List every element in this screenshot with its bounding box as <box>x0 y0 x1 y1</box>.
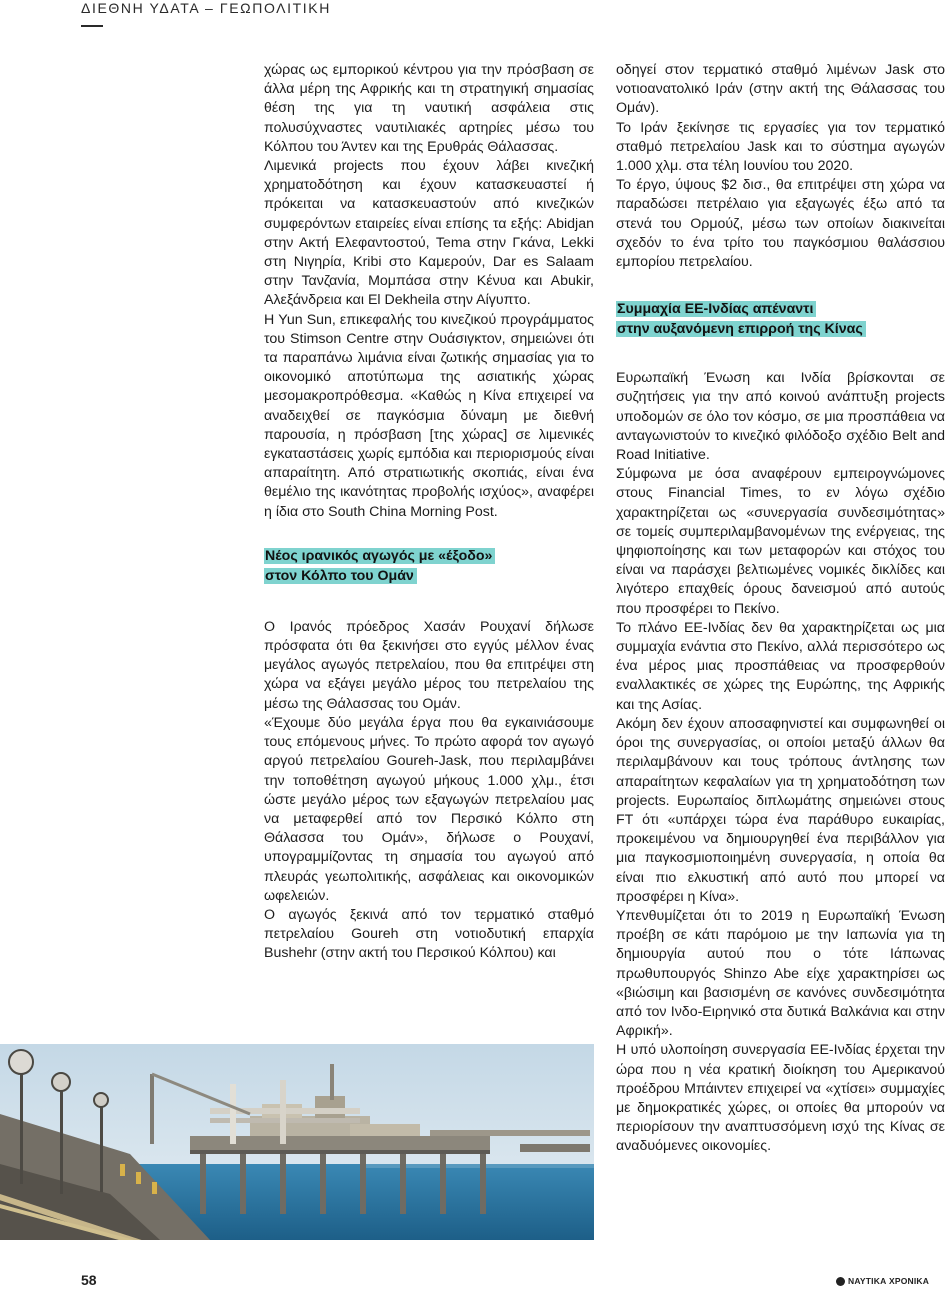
oil-terminal-illustration <box>0 1044 594 1240</box>
paragraph: Ακόμη δεν έχουν αποσαφηνιστεί και συμφωνηθεί οι όροι της συνεργασίας, οι οποίοι μεταξύ άλλων θα περιλαμβάνουν και τους τρόπους άντλησης των απαραίτητων κεφαλαίων για τη χρηματοδότηση των projects. Ευρωπαίος διπλωμάτης σημειώνει στους FT ότι «υπάρχει τώρα ένα παράθυρο ευκαιρίας, προκειμένου να δημιουργηθεί ένα περιβάλλον για μια παγκοσμιοποιημένη συνεργασία, η οποία θα είναι πιο ελκυστική από αυτό που μπορεί να προσφέρει η Κίνα». <box>616 715 945 905</box>
subheading-line: στον Κόλπο του Ομάν <box>264 568 417 584</box>
paragraph: Η υπό υλοποίηση συνεργασία ΕΕ-Ινδίας έρχεται την ώρα που η νέα κρατική διοίκηση του Αμερικανού προέδρου Μπάιντεν επιχειρεί να «χτίσει» συμμαχίες με δημοκρατικές χώρες, οι οποίες θα μπορούν να περιορίσουν την αναπτυσσόμενη ισχύ της Κίνας σε αναδυόμενες οικονομίες. <box>616 1042 945 1155</box>
paragraph: Υπενθυμίζεται ότι το 2019 η Ευρωπαϊκή Ένωση προέβη σε κάτι παρόμοιο με την Ιαπωνία για τη δημιουργία αυτού που ο τότε Ιάπωνας πρωθυπουργός Shinzo Abe είχε χαρακτηρίσει ως «βιώσιμη και βασισμένη σε κανόνες συνδεσιμότητα από τον Ινδο-Ειρηνικό στα δυτικά Βαλκάνια και στην Αφρική». <box>616 907 945 1040</box>
publication-brand <box>836 1276 929 1286</box>
brand-name: ΝΑΥΤΙΚΑ ΧΡΟΝΙΚΑ <box>848 1276 930 1286</box>
paragraph: Σύμφωνα με όσα αναφέρουν εμπειρογνώμονες στους Financial Times, το εν λόγω σχέδιο χαρακτηρίζεται ως «συνεργασία συνδεσιμότητας» σε τομείς συμπεριλαμβανομένων της ενέργειας, της ψηφιοποίησης και των μεταφορών και στόχος του είναι να παράσχει βελτιωμένες νομικές δικλίδες και λιγότερο επαχθείς όρους δανεισμού από αυτούς που προσφέρει το Πεκίνο. <box>616 466 945 617</box>
page-number: 58 <box>81 1272 97 1288</box>
section-divider <box>81 25 103 27</box>
paragraph: Το έργο, ύψους $2 δισ., θα επιτρέψει στη χώρα να παραδώσει πετρέλαιο για εξαγωγές έξω από τα στενά του Ορμούζ, μέσω των οποίων διακινείται σχεδόν το ένα τρίτο του παγκόσμιου θαλάσσιου εμπορίου πετρελαίου. <box>616 177 945 271</box>
subheading-iran-pipeline <box>264 546 594 586</box>
paragraph: Η Yun Sun, επικεφαλής του κινεζικού προγράμματος του Stimson Centre στην Ουάσιγκτον, σημειώνει ότι τα παραπάνω λιμάνια είναι ζωτικής σημασίας για το οικονομικό αποτύπωμα της ασιατικής χώρας μεσομακροπρόθεσμα. «Καθώς η Κίνα επιχειρεί να αναδειχθεί σε παγκόσμια δύναμη με διεθνή παρουσία, η πρόσβαση [της χώρας] σε λιμενικές εγκαταστάσεις χωρίς εμπόδια και περιορισμούς είναι απαραίτητη. Από στρατιωτικής σκοπιάς, είναι ένα θεμέλιο της ικανότητας προβολής ισχύος», αναφέρει η ίδια στο South China Morning Post. <box>264 311 594 520</box>
paragraph: Ο αγωγός ξεκινά από τον τερματικό σταθμό πετρελαίου Goureh στη νοτιοδυτική επαρχία Bushehr (στην ακτή του Περσικού Κόλπου) και <box>264 906 594 962</box>
paragraph: χώρας ως εμπορικού κέντρου για την πρόσβαση σε άλλα μέρη της Αφρικής και τη στρατηγική σημασίας θέση της για τη ναυτική ασφάλεια στις πολυσύχναστες ναυτιλιακές αρτηρίες μέσω του Κόλπου του Άντεν και της Ερυθράς Θάλασσας. <box>264 62 594 155</box>
article-column-right <box>616 61 945 1157</box>
article-column-left <box>264 61 594 964</box>
brand-logo-icon <box>836 1277 845 1286</box>
paragraph: Το Ιράν ξεκίνησε τις εργασίες για τον τερματικό σταθμό πετρελαίου Jask και το σύστημα αγωγών 1.000 χλμ. στα τέλη Ιουνίου του 2020. <box>616 119 945 175</box>
paragraph: Ευρωπαϊκή Ένωση και Ινδία βρίσκονται σε συζητήσεις για την από κοινού ανάπτυξη projects υποδομών σε όλο τον κόσμο, σε μια προσπάθεια να ανταγωνιστούν το κινεζικό φιλόδοξο σχέδιο Belt and Road Initiative. <box>616 370 945 464</box>
paragraph: οδηγεί στον τερματικό σταθμό λιμένων Jask στο νοτιοανατολικό Ιράν (στην ακτή της Θάλασσας του Ομάν). <box>616 62 945 117</box>
paragraph: Ο Ιρανός πρόεδρος Χασάν Ρουχανί δήλωσε πρόσφατα ότι θα ξεκινήσει στο εγγύς μέλλον ένας μεγάλος αγωγός πετρελαίου, που θα επιτρέψει στη χώρα να εξάγει μεγάλο μέρος του πετρελαίου της μέσω της Θάλασσας του Ομάν. <box>264 618 594 712</box>
subheading-line: στην αυξανόμενη επιρροή της Κίνας <box>616 321 866 337</box>
section-label: ΔΙΕΘΝΗ ΥΔΑΤΑ – ΓΕΩΠΟΛΙΤΙΚΗ <box>81 0 331 16</box>
paragraph: Λιμενικά projects που έχουν λάβει κινεζική χρηματοδότηση και έχουν κατασκευαστεί ή πρόκειται να κατασκευαστούν από κινεζικών συμφερόντων εταιρείες είναι επίσης τα εξής: Abidjan στην Ακτή Ελεφαντοστού, Tema στην Γκάνα, Lekki στη Νιγηρία, Kribi στο Καμερούν, Dar es Salaam στην Τανζανία, Μομπάσα στην Κένυα και Abukir, Αλεξάνδρεια και El Dekheila στην Αίγυπτο. <box>264 158 594 309</box>
subheading-line: Νέος ιρανικός αγωγός με «έξοδο» <box>264 548 495 564</box>
oil-terminal-photo <box>0 1044 594 1240</box>
subheading-line: Συμμαχία ΕΕ-Ινδίας απέναντι <box>616 301 816 317</box>
paragraph: «Έχουμε δύο μεγάλα έργα που θα εγκαινιάσουμε τους επόμενους μήνες. Το πρώτο αφορά τον αγωγό αργού πετρελαίου Goureh-Jask, που περιλαμβάνει την τοποθέτηση αγωγού μήκους 1.000 χλμ., έτσι ώστε μεγάλο μέρος των εξαγωγών πετρελαίου μας να μεταφερθεί από τον Περσικό Κόλπο στη Θάλασσα του Ομάν», δήλωσε ο Ρουχανί, υπογραμμίζοντας τη σημασία του αγωγού από πλευράς γεωπολιτικής, ασφάλειας και οικονομικών ωφελειών. <box>264 714 594 904</box>
subheading-eu-india <box>616 299 945 339</box>
paragraph: Το πλάνο ΕΕ-Ινδίας δεν θα χαρακτηρίζεται ως μια συμμαχία ενάντια στο Πεκίνο, αλλά περισσότερο ως ένα μέρος μιας προσπάθειας να προσφερθούν εναλλακτικές σε χώρες της Ευρώπης, της Αφρικής και της Ασίας. <box>616 619 945 713</box>
